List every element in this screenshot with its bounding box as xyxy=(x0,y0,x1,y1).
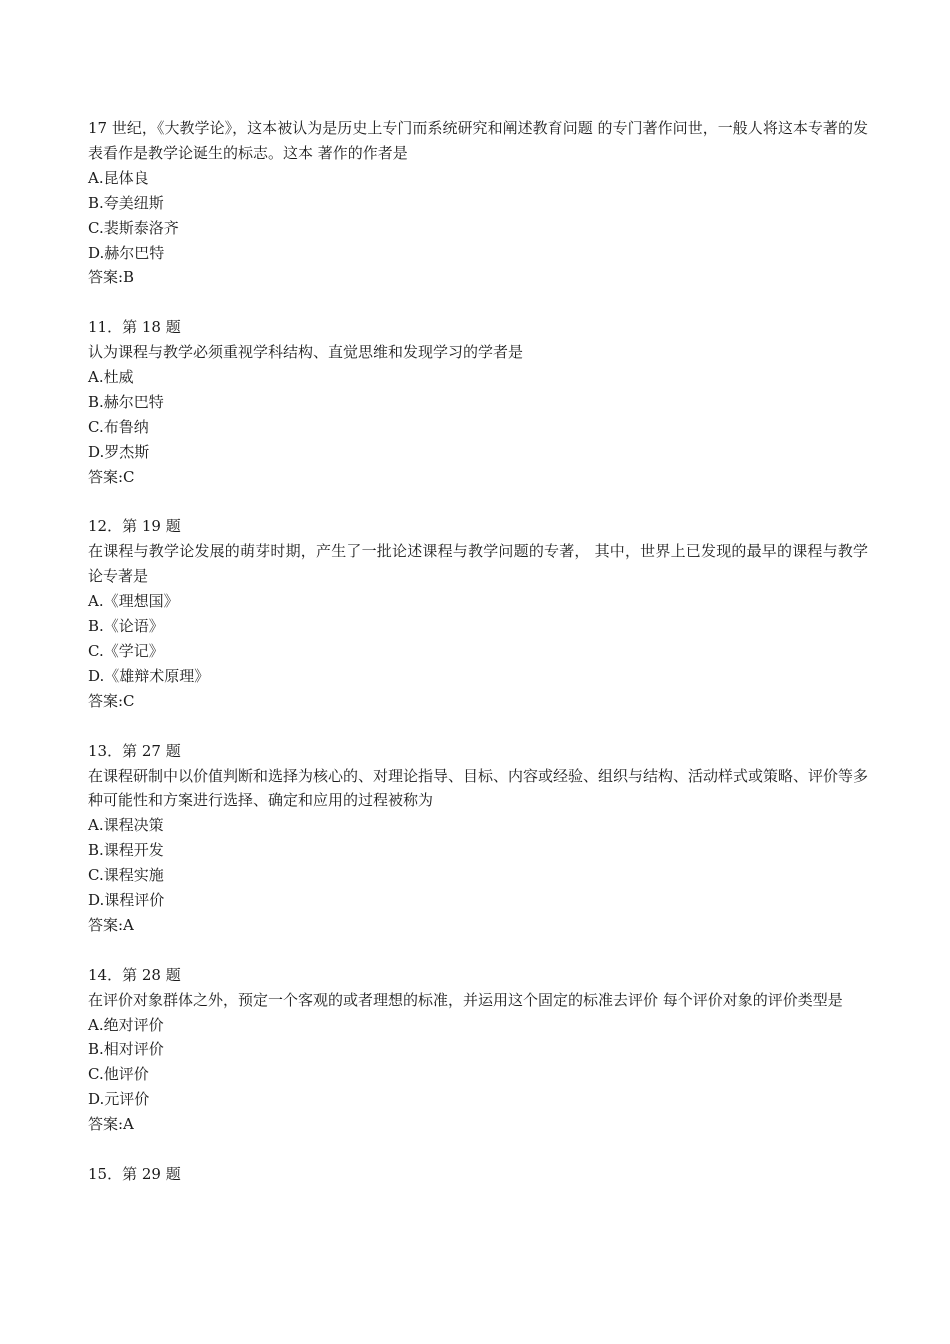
option-b: B.相对评价 xyxy=(88,1040,164,1059)
question-header: 12．第 19 题 xyxy=(88,517,181,536)
question-block-11 xyxy=(88,315,868,489)
question-stem: 在评价对象群体之外，预定一个客观的或者理想的标准，并运用这个固定的标准去评价 每个评价对象的评价类型是 xyxy=(88,990,843,1009)
question-stem: 17 世纪，《大教学论》，这本被认为是历史上专门而系统研究和阐述教育问题 的专门著作问世，一般人将这本专著的发表看作是教学论诞生的标志。这本 著作的作者是 xyxy=(88,119,868,162)
question-stem: 在课程研制中以价值判断和选择为核心的、对理论指导、目标、内容或经验、组织与结构、活动样式或策略、评价等多种可能性和方案进行选择、确定和应用的过程被称为 xyxy=(88,766,869,810)
option-c: C.裴斯泰洛齐 xyxy=(88,218,179,237)
option-a: A.昆体良 xyxy=(88,168,149,187)
option-a: A.绝对评价 xyxy=(88,1015,164,1034)
option-a: A.课程决策 xyxy=(88,816,164,835)
question-header-15: 15．第 29 题 xyxy=(88,1164,181,1183)
option-d: D.元评价 xyxy=(88,1090,150,1109)
option-d: D.赫尔巴特 xyxy=(88,243,165,262)
question-block-intro xyxy=(88,116,868,290)
option-b: B.赫尔巴特 xyxy=(88,392,164,411)
spacer xyxy=(88,1137,868,1162)
question-stem: 认为课程与教学必须重视学科结构、直觉思维和发现学习的学者是 xyxy=(88,343,524,362)
question-stem: 在课程与教学论发展的萌芽时期，产生了一批论述课程与教学问题的专著， 其中，世界上已发现的最早的课程与教学论专著是 xyxy=(88,542,868,586)
spacer xyxy=(88,490,868,515)
spacer xyxy=(88,290,868,315)
spacer xyxy=(88,938,868,963)
spacer xyxy=(88,714,868,739)
question-header: 14．第 28 题 xyxy=(88,965,181,984)
option-b: B.夸美纽斯 xyxy=(88,193,164,212)
answer-line: 答案:B xyxy=(88,268,135,287)
option-d: D.《雄辩术原理》 xyxy=(88,666,210,685)
answer-line: 答案:A xyxy=(88,1115,134,1134)
option-c: C.课程实施 xyxy=(88,866,164,885)
option-a: A.《理想国》 xyxy=(88,592,179,611)
answer-line: 答案:A xyxy=(88,915,134,934)
question-block-13 xyxy=(88,739,868,938)
option-d: D.课程评价 xyxy=(88,891,165,910)
option-c: C.《学记》 xyxy=(88,642,164,660)
option-b: B.课程开发 xyxy=(88,841,164,860)
option-a: A.杜威 xyxy=(88,368,134,387)
option-c: C.他评价 xyxy=(88,1065,149,1084)
question-block-12 xyxy=(88,514,868,713)
option-c: C.布鲁纳 xyxy=(88,417,149,436)
question-header: 11．第 18 题 xyxy=(88,318,181,337)
question-header: 13．第 27 题 xyxy=(88,741,181,760)
option-b: B.《论语》 xyxy=(88,617,164,636)
exam-page xyxy=(88,116,868,1187)
answer-line: 答案:C xyxy=(88,467,135,486)
answer-line: 答案:C xyxy=(88,691,135,710)
option-d: D.罗杰斯 xyxy=(88,442,150,461)
question-block-14 xyxy=(88,963,868,1137)
